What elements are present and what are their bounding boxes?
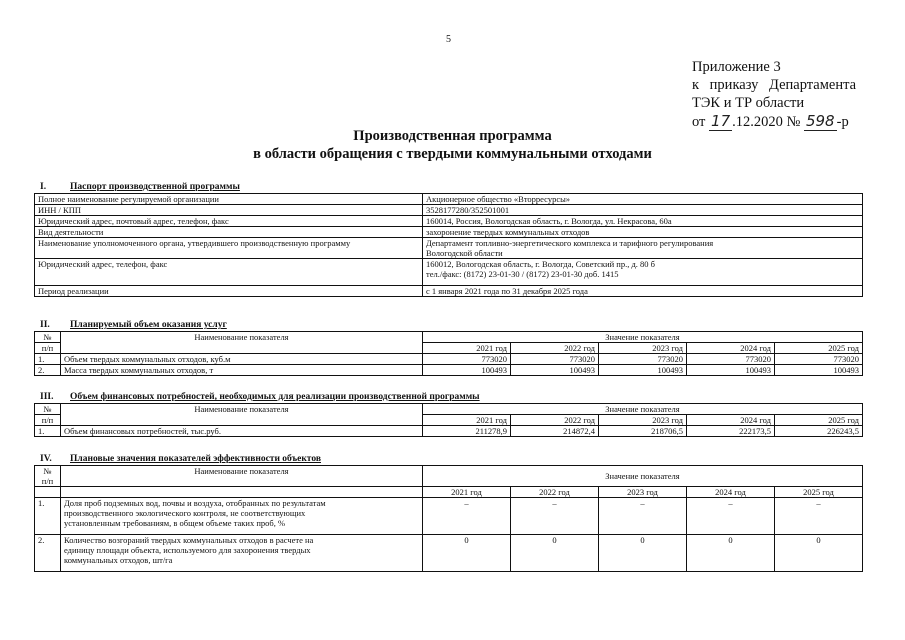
section-4-heading bbox=[34, 453, 862, 465]
year-header: 2025 год bbox=[775, 415, 863, 426]
section-1-heading bbox=[34, 181, 862, 193]
col-number-header: № bbox=[35, 332, 61, 343]
passport-value-line-2: тел./факс: (8172) 23-01-30 / (8172) 23-01-30 доб. 1415 bbox=[426, 269, 619, 279]
table-header-row bbox=[35, 466, 863, 487]
row-name-line-1: Доля проб подземных вод, почвы и воздуха, отобранных по результатам bbox=[64, 498, 326, 508]
handwritten-number: 598 bbox=[805, 112, 835, 130]
table-header-row bbox=[35, 332, 863, 343]
row-value: 214872,4 bbox=[511, 426, 599, 437]
passport-label: Вид деятельности bbox=[35, 227, 423, 238]
order-date-mid: .12.2020 № bbox=[732, 114, 801, 130]
section-2-title: Планируемый объем оказания услуг bbox=[70, 320, 227, 330]
passport-value: 160014, Россия, Вологодская область, г. Вологда, ул. Некрасова, 60а bbox=[423, 216, 863, 227]
table-row bbox=[35, 259, 863, 286]
row-value: 773020 bbox=[687, 354, 775, 365]
appendix-header bbox=[692, 58, 856, 131]
services-volume-table bbox=[34, 331, 863, 376]
row-value: – bbox=[511, 498, 599, 535]
col-value-header: Значение показателя bbox=[423, 466, 863, 487]
row-name-line-1: Количество возгораний твердых коммунальных отходов в расчете на bbox=[64, 535, 314, 545]
year-header: 2023 год bbox=[599, 487, 687, 498]
page-number: 5 bbox=[446, 34, 451, 45]
table-row bbox=[35, 205, 863, 216]
appendix-line-2: к приказу Департамента bbox=[692, 77, 857, 93]
passport-label: Наименование уполномоченного органа, утвердившего производственную программу bbox=[35, 238, 423, 259]
year-header: 2022 год bbox=[511, 487, 599, 498]
table-row bbox=[35, 535, 863, 572]
year-header: 2025 год bbox=[775, 343, 863, 354]
passport-value-line-1: 160012, Вологодская область, г. Вологда, Советский пр., д. 80 б bbox=[426, 259, 656, 269]
section-4-title: Плановые значения показателей эффективности объектов bbox=[70, 454, 321, 464]
section-3-heading bbox=[34, 391, 862, 403]
section-1-title: Паспорт производственной программы bbox=[70, 182, 240, 192]
year-header: 2021 год bbox=[423, 415, 511, 426]
year-header: 2025 год bbox=[775, 487, 863, 498]
table-row bbox=[35, 365, 863, 376]
section-3-number: III. bbox=[40, 392, 54, 402]
section-1-number: I. bbox=[40, 182, 47, 192]
table-row bbox=[35, 354, 863, 365]
table-row bbox=[35, 194, 863, 205]
appendix-line-1: Приложение 3 bbox=[692, 59, 781, 75]
passport-value bbox=[423, 238, 863, 259]
passport-value: с 1 января 2021 года по 31 декабря 2025 года bbox=[423, 286, 863, 297]
col-number-header: № bbox=[35, 404, 61, 415]
col-value-header: Значение показателя bbox=[423, 332, 863, 343]
row-value: 100493 bbox=[423, 365, 511, 376]
section-efficiency-indicators bbox=[34, 453, 862, 572]
row-value: 0 bbox=[423, 535, 511, 572]
section-3-title: Объем финансовых потребностей, необходимых для реализации производственной программы bbox=[70, 392, 480, 402]
title-line-2: в области обращения с твердыми коммунальными отходами bbox=[253, 146, 652, 162]
table-header-row bbox=[35, 404, 863, 415]
table-row bbox=[35, 426, 863, 437]
col-name-header: Наименование показателя bbox=[61, 332, 423, 354]
row-value: 211278,9 bbox=[423, 426, 511, 437]
table-row bbox=[35, 286, 863, 297]
year-header: 2021 год bbox=[423, 487, 511, 498]
col-number-header bbox=[35, 466, 61, 487]
year-header: 2024 год bbox=[687, 343, 775, 354]
document-title bbox=[0, 127, 905, 163]
passport-label: Юридический адрес, почтовый адрес, телефон, факс bbox=[35, 216, 423, 227]
row-number: 2. bbox=[35, 365, 61, 376]
row-value: – bbox=[599, 498, 687, 535]
row-name-line-2: единицу площади объекта, используемого для захоронения твердых bbox=[64, 545, 311, 555]
section-2-number: II. bbox=[40, 320, 50, 330]
row-value: 773020 bbox=[511, 354, 599, 365]
efficiency-table bbox=[34, 465, 863, 572]
row-name-line-2: производственного экологического контроля, не соответствующих bbox=[64, 508, 306, 518]
row-value: 773020 bbox=[599, 354, 687, 365]
order-date-prefix: от bbox=[692, 114, 706, 130]
handwritten-day: 17 bbox=[711, 112, 731, 130]
row-value: 0 bbox=[687, 535, 775, 572]
col-value-header: Значение показателя bbox=[423, 404, 863, 415]
passport-value: 3528177280/352501001 bbox=[423, 205, 863, 216]
section-4-number: IV. bbox=[40, 454, 52, 464]
row-value: – bbox=[687, 498, 775, 535]
row-name-line-3: установленным требованиям, в общем объеме таких проб, % bbox=[64, 518, 286, 528]
table-row bbox=[35, 216, 863, 227]
financial-needs-table bbox=[34, 403, 863, 437]
appendix-line-3: ТЭК и ТР области bbox=[692, 95, 805, 111]
passport-table bbox=[34, 193, 863, 297]
passport-value bbox=[423, 259, 863, 286]
row-name-line-3: коммунальных отходов, шт/га bbox=[64, 555, 173, 565]
row-value: 222173,5 bbox=[687, 426, 775, 437]
row-value: 226243,5 bbox=[775, 426, 863, 437]
row-name: Масса твердых коммунальных отходов, т bbox=[61, 365, 423, 376]
passport-value-line-1: Департамент топливно-энергетического комплекса и тарифного регулирования bbox=[426, 238, 714, 248]
year-header: 2023 год bbox=[599, 343, 687, 354]
col-number-header-2: п/п bbox=[35, 343, 61, 354]
row-value: 773020 bbox=[775, 354, 863, 365]
row-number: 2. bbox=[35, 535, 61, 572]
row-value: 100493 bbox=[687, 365, 775, 376]
row-number: 1. bbox=[35, 498, 61, 535]
section-2-heading bbox=[34, 319, 862, 331]
row-value: – bbox=[423, 498, 511, 535]
col-number-header-2: п/п bbox=[35, 415, 61, 426]
table-row bbox=[35, 498, 863, 535]
passport-label: ИНН / КПП bbox=[35, 205, 423, 216]
col-number-header-line-2: п/п bbox=[41, 476, 54, 486]
year-header: 2024 год bbox=[687, 487, 775, 498]
section-passport bbox=[34, 181, 862, 297]
row-name bbox=[61, 498, 423, 535]
col-name-header: Наименование показателя bbox=[61, 404, 423, 426]
section-services-volume bbox=[34, 319, 862, 376]
section-financial-needs bbox=[34, 391, 862, 437]
title-line-1: Производственная программа bbox=[353, 128, 552, 144]
row-name: Объем твердых коммунальных отходов, куб.м bbox=[61, 354, 423, 365]
year-header: 2022 год bbox=[511, 415, 599, 426]
row-number: 1. bbox=[35, 426, 61, 437]
row-value: 218706,5 bbox=[599, 426, 687, 437]
year-header: 2022 год bbox=[511, 343, 599, 354]
col-name-header: Наименование показателя bbox=[61, 466, 423, 487]
row-value: 773020 bbox=[423, 354, 511, 365]
row-value: 100493 bbox=[511, 365, 599, 376]
year-header: 2021 год bbox=[423, 343, 511, 354]
row-value: 0 bbox=[599, 535, 687, 572]
passport-value: Акционерное общество «Вторресурсы» bbox=[423, 194, 863, 205]
row-name bbox=[61, 535, 423, 572]
passport-value: захоронение твердых коммунальных отходов bbox=[423, 227, 863, 238]
year-header: 2024 год bbox=[687, 415, 775, 426]
year-header: 2023 год bbox=[599, 415, 687, 426]
row-value: 100493 bbox=[775, 365, 863, 376]
passport-label: Период реализации bbox=[35, 286, 423, 297]
row-value: 100493 bbox=[599, 365, 687, 376]
passport-value-line-2: Вологодской области bbox=[426, 248, 503, 258]
col-number-header-line-1: № bbox=[43, 466, 52, 476]
table-row bbox=[35, 227, 863, 238]
row-value: – bbox=[775, 498, 863, 535]
row-name: Объем финансовых потребностей, тыс.руб. bbox=[61, 426, 423, 437]
passport-label: Полное наименование регулируемой организации bbox=[35, 194, 423, 205]
table-row bbox=[35, 238, 863, 259]
table-header-row bbox=[35, 487, 863, 498]
row-value: 0 bbox=[511, 535, 599, 572]
row-number: 1. bbox=[35, 354, 61, 365]
passport-label: Юридический адрес, телефон, факс bbox=[35, 259, 423, 286]
row-value: 0 bbox=[775, 535, 863, 572]
order-number-suffix: -р bbox=[836, 114, 849, 130]
